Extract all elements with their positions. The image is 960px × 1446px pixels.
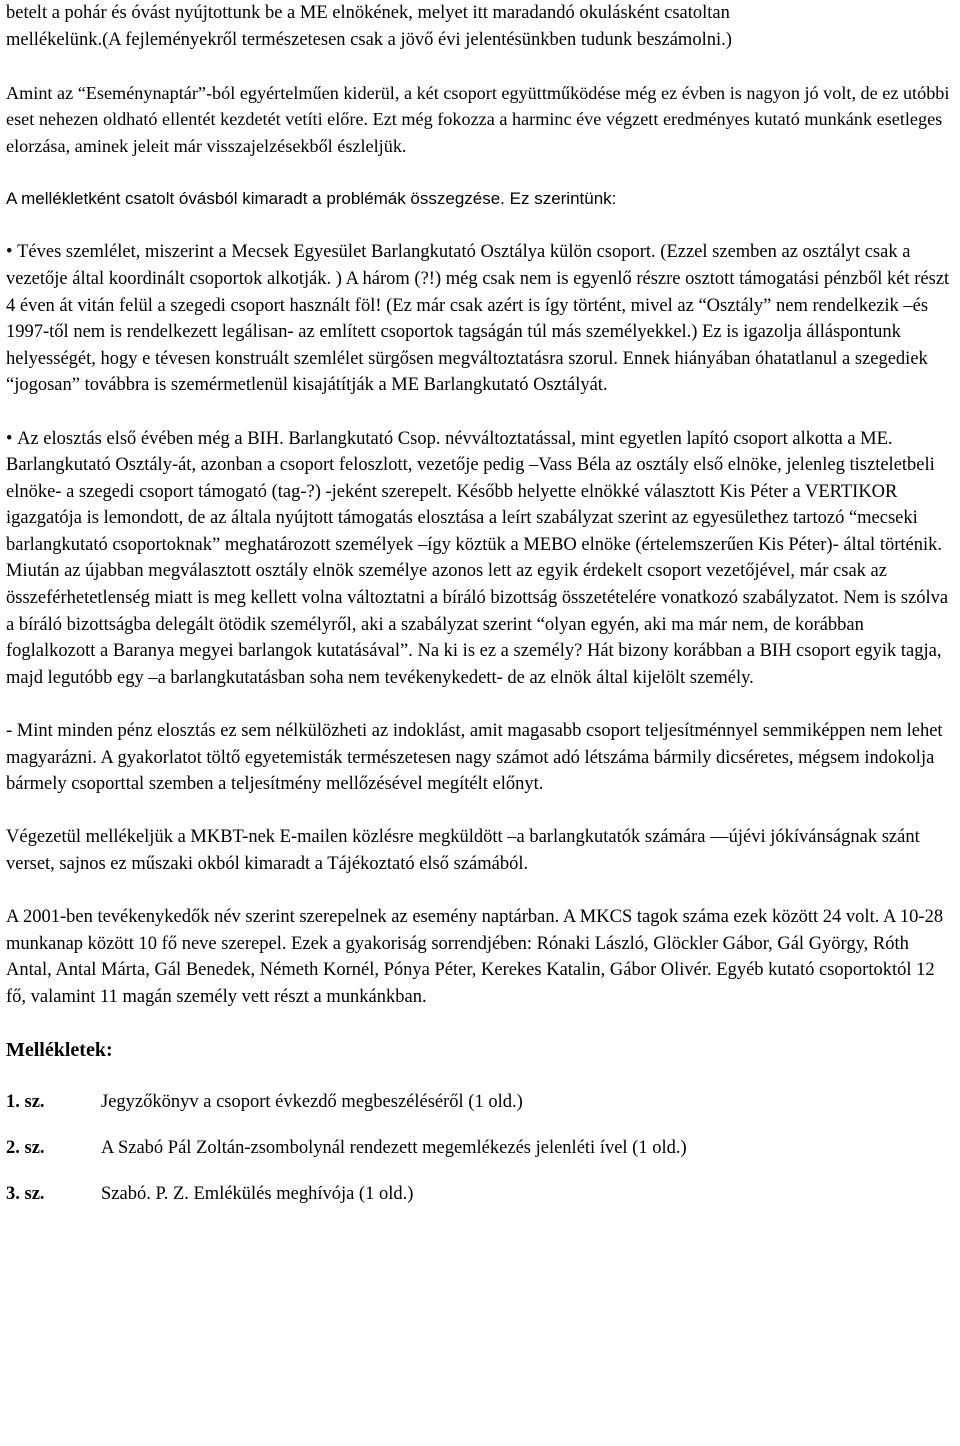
attachment-item	[6, 1182, 954, 1206]
paragraph-attachment-note: A mellékletként csatolt óvásból kimaradt a problémák összegzése. Ez szerintünk:	[6, 189, 617, 209]
attachment-number: 3. sz.	[6, 1183, 45, 1204]
paragraph-money-distribution: - Mint minden pénz elosztás ez sem nélkülözheti az indoklást, amit magasabb csoport teljesítménnyel semmiképpen nem lehet magyarázni. A gyakorlatot töltő egyetemisták természetesen nagy számot adó létszáma bármily dicséretes, mégsem indokolja bármely csoporttal szemben a teljesítmény mellőzésével megítélt előnyt.	[6, 721, 943, 795]
attachments-heading: Mellékletek:	[6, 1039, 113, 1062]
document-page	[6, 0, 954, 1206]
bullet-item-distribution: • Az elosztás első évében még a BIH. Barlangkutató Csop. névváltoztatással, mint egyetlen lapító csoport alkotta a ME. Barlangkutató Osztály-át, azonban a csoport feloszlott, vezetője pedig –Vass Béla az osztály első elnöke, jelenleg tiszteletbeli elnöke- a szegedi csoport támogató (tag-?) -jeként szerepelt. Később helyette elnökké választott Kis Péter a VERTIKOR igazgatója is lemondott, de az általa nyújtott támogatás elosztása a leírt szabályzat szerint az egyesülethez tartozó “mecseki barlangkutató csoportoknak” meghatározott személyek –így köztük a MEBO elnöke (értelemszerűen Kis Péter)- által történik. Miután az újabban megválasztott osztály elnök személye azonos lett az egyik érdekelt csoport vezetőjével, már csak az összeférhetetlenség miatt is meg kellett volna változtatni a bíráló bizottság összetételére vonatkozó szabályzatot. Nem is szólva a bíráló bizottságba delegált ötödik személyről, aki a szabályzat szerint “olyan egyén, aki ma már nem, de korábban foglalkozott a Baranya megyei barlangok kutatásával”. Na ki is ez a személy? Hát bizony korábban a BIH csoport egyik tagja, majd legutóbb egy –a barlangkutatásban soha nem tevékenykedett- de az elnök által kijelölt személy.	[6, 426, 954, 692]
attachments-list	[6, 1090, 954, 1206]
attachment-item	[6, 1136, 954, 1160]
bullet-item-misconception: • Téves szemlélet, miszerint a Mecsek Egyesület Barlangkutató Osztálya külön csoport. (Ezzel szemben az osztályt csak a vezetője által koordinált csoportok alkotják. ) A három (?!) még csak nem is egyenlő részre osztott támogatási pénzből két részt 4 éven át vitán felül a szegedi csoport használt föl! (Ez már csak azért is így történt, mivel az “Osztály” nem rendelkezik –és 1997-től nem is rendelkezett legálisan- az említett csoportok tagságán túl más személyekkel.) Ez is igazolja álláspontunk helyességét, hogy e tévesen konstruált szemlélet sürgősen megváltoztatásra szorul. Ennek hiányában óhatatlanul a szegediek “jogosan” továbbra is szemérmetlenül kisajátítják a ME Barlangkutató Osztályát.	[6, 239, 954, 399]
attachment-number: 1. sz.	[6, 1091, 45, 1112]
intro-line-2: mellékelünk.(A fejleményekről természetesen csak a jövő évi jelentésünkben tudunk beszámolni.)	[6, 29, 732, 50]
attachment-item	[6, 1090, 954, 1114]
paragraph-poem: Végezetül mellékeljük a MKBT-nek E-mailen közlésre megküldött –a barlangkutatók számára ––újévi jókívánságnak szánt verset, sajnos ez műszaki okból kimaradt a Tájékoztató első számából.	[6, 827, 920, 874]
intro-line-1: betelt a pohár és óvást nyújtottunk be a ME elnökének, melyet itt maradandó okulásként csatoltan	[6, 3, 730, 23]
attachment-title: Jegyzőkönyv a csoport évkezdő megbeszéléséről (1 old.)	[101, 1091, 523, 1112]
attachment-number: 2. sz.	[6, 1137, 45, 1158]
attachment-title: Szabó. P. Z. Emlékülés meghívója (1 old.)	[101, 1183, 414, 1204]
paragraph-members: A 2001-ben tevékenykedők név szerint szerepelnek az esemény naptárban. A MKCS tagok száma ezek között 24 volt. A 10-28 munkanap között 10 fő neve szerepel. Ezek a gyakoriság sorrendjében: Rónaki László, Glöckler Gábor, Gál György, Róth Antal, Antal Márta, Gál Benedek, Németh Kornél, Pónya Péter, Kerekes Katalin, Gábor Olivér. Egyéb kutató csoportoktól 12 fő, valamint 11 magán személy vett részt a munkánkban.	[6, 907, 944, 1007]
attachment-title: A Szabó Pál Zoltán-zsombolynál rendezett megemlékezés jelenléti ível (1 old.)	[101, 1137, 687, 1158]
paragraph-event-calendar: Amint az “Eseménynaptár”-ból egyértelműen kiderül, a két csoport együttműködése még ez évben is nagyon jó volt, de ez utóbbi eset nehezen oldható ellentét kezdetét vetíti előre. Ezt még fokozza a harminc éve végzett eredményes kutató munkánk esetleges elorzása, aminek jeleit már visszajelzésekből észleljük.	[6, 82, 950, 156]
